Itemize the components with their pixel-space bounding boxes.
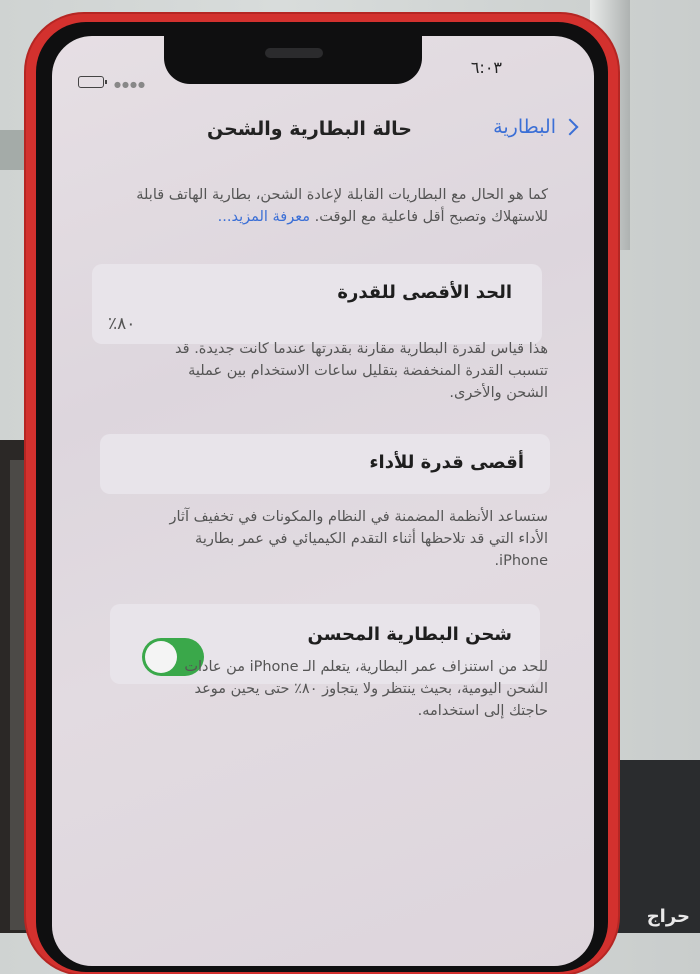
intro-text [128, 184, 548, 228]
signal-icon: ●●●● [114, 80, 146, 89]
optimized-charging-description: للحد من استنزاف عمر البطارية، يتعلم الـ iPhone من عادات الشحن اليومية، بحيث ينتظر ولا يتجاوز ٨٠٪ حتى يحين موعد حاجتك إلى استخدامه. [184, 659, 548, 719]
optimized-charging-title: شحن البطارية المحسن [307, 624, 512, 645]
maximum-capacity-title: الحد الأقصى للقدرة [337, 282, 512, 303]
speaker-grille [265, 48, 323, 58]
status-time: ٦:٠٣ [470, 58, 502, 77]
page-title: حالة البطارية والشحن [207, 118, 412, 140]
intro-body: كما هو الحال مع البطاريات القابلة لإعادة الشحن، بطارية الهاتف قابلة للاستهلاك وتصبح أقل فاعلية مع الوقت. [136, 187, 548, 225]
peak-performance-title: أقصى قدرة للأداء [369, 452, 524, 473]
phone-screen [52, 36, 594, 966]
back-button-label: البطارية [493, 116, 556, 138]
back-button[interactable] [493, 116, 576, 138]
peak-performance-description: ستساعد الأنظمة المضمنة في النظام والمكونات في تخفيف آثار الأداء التي قد تلاحظها أثناء التقدم الكيميائي في عمر بطارية iPhone. [169, 509, 548, 569]
peak-performance-card [100, 434, 550, 494]
learn-more-link[interactable]: معرفة المزيد... [217, 209, 311, 225]
maximum-capacity-description: هذا قياس لقدرة البطارية مقارنة بقدرتها عندما كانت جديدة. قد تتسبب القدرة المنخفضة بتقليل ساعات الاستخدام بين عملية الشحن والأخرى. [175, 341, 548, 401]
maximum-capacity-card [92, 264, 542, 344]
watermark-logo: حراج [646, 906, 690, 927]
notch [164, 36, 422, 84]
maximum-capacity-value: ٨٠٪ [108, 314, 136, 334]
chevron-left-icon [562, 119, 579, 136]
battery-icon [78, 76, 104, 88]
